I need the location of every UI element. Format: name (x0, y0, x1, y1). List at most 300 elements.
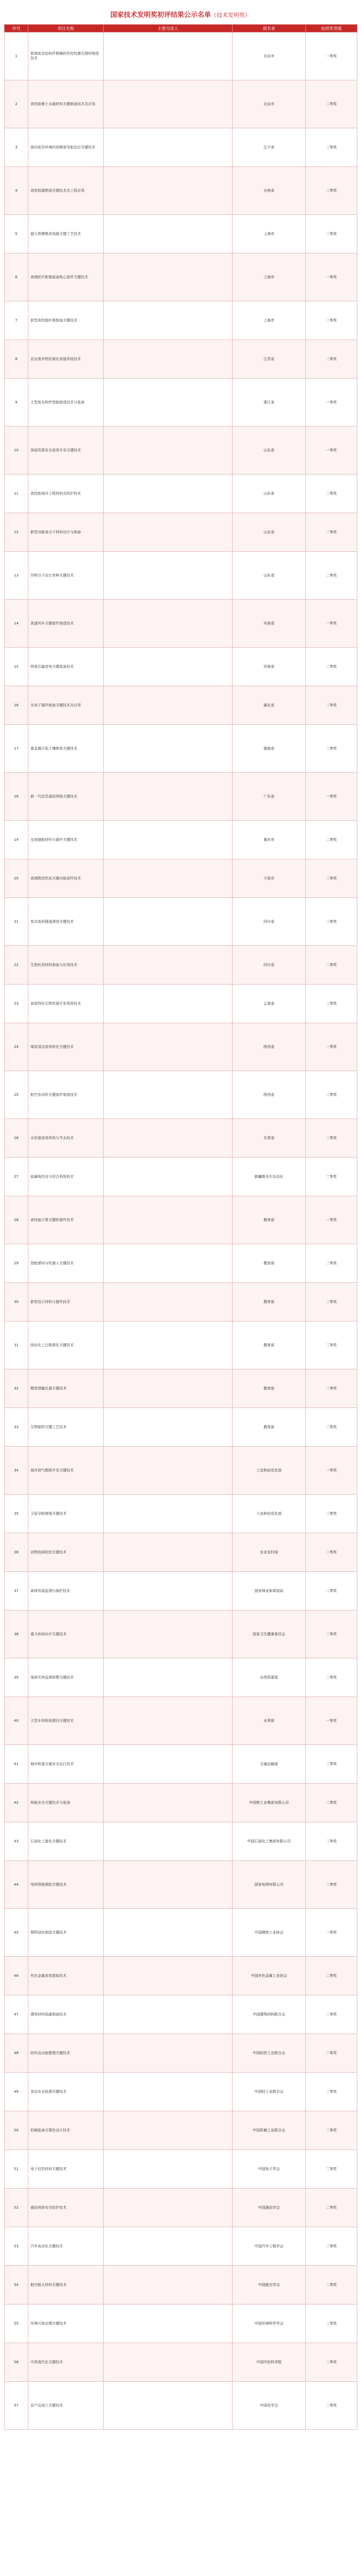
award-grade: 一等奖 (306, 427, 357, 474)
project-name: 深部资源安全高效开采关键技术 (28, 427, 104, 474)
award-grade: 二等奖 (306, 1822, 357, 1861)
main-contributors (104, 1196, 233, 1244)
nominator: 教育部 (233, 1369, 306, 1408)
project-name: 航空发动机关键部件制造技术 (28, 1071, 104, 1119)
table-row (5, 946, 357, 985)
award-grade: 二等奖 (306, 301, 357, 340)
nominator: 教育部 (233, 1244, 306, 1283)
row-number: 5 (5, 215, 28, 253)
main-contributors (104, 2150, 233, 2189)
table-row (5, 301, 357, 340)
award-grade: 二等奖 (306, 821, 357, 859)
nominator: 中国农学会 (233, 2382, 306, 2430)
project-name: 煤炭清洁高效转化关键技术 (28, 1023, 104, 1071)
award-grade: 二等奖 (306, 215, 357, 253)
row-number: 44 (5, 1861, 28, 1909)
row-number: 15 (5, 648, 28, 686)
nominator: 辽宁省 (233, 128, 306, 167)
main-contributors (104, 2343, 233, 2382)
award-grade: 二等奖 (306, 2382, 357, 2430)
table-row (5, 1321, 357, 1369)
nominator: 广东省 (233, 773, 306, 821)
award-grade: 二等奖 (306, 898, 357, 946)
table-row (5, 1119, 357, 1158)
table-row (5, 552, 357, 600)
table-row (5, 80, 357, 128)
table-row (5, 1784, 357, 1822)
project-name: 先进储能材料与器件关键技术 (28, 821, 104, 859)
nominator: 浙江省 (233, 379, 306, 427)
table-row (5, 2073, 357, 2111)
table-row (5, 1244, 357, 1283)
main-contributors (104, 2073, 233, 2111)
award-grade: 二等奖 (306, 1861, 357, 1909)
table-row (5, 1861, 357, 1909)
row-number: 51 (5, 2150, 28, 2189)
project-name: 新型功能高分子材料设计与制备 (28, 513, 104, 552)
row-number: 49 (5, 2073, 28, 2111)
award-grade: 二等奖 (306, 1995, 357, 2034)
award-grade: 二等奖 (306, 474, 357, 513)
main-contributors (104, 1244, 233, 1283)
nominator: 交通运输部 (233, 1745, 306, 1784)
award-grade: 二等奖 (306, 1283, 357, 1321)
row-number: 3 (5, 128, 28, 167)
row-number: 32 (5, 1369, 28, 1408)
main-contributors (104, 1369, 233, 1408)
main-contributors (104, 215, 233, 253)
row-number: 24 (5, 1023, 28, 1071)
table-row (5, 427, 357, 474)
table-row (5, 1071, 357, 1119)
main-contributors (104, 1321, 233, 1369)
award-grade: 二等奖 (306, 1495, 357, 1533)
nominator: 上海市 (233, 301, 306, 340)
row-number: 36 (5, 1533, 28, 1572)
project-name: 新型显示材料与器件技术 (28, 1283, 104, 1321)
nominator: 江苏省 (233, 340, 306, 379)
project-name: 海洋油气勘探开发关键技术 (28, 1447, 104, 1495)
row-number: 30 (5, 1283, 28, 1321)
main-contributors (104, 2189, 233, 2227)
row-number: 17 (5, 725, 28, 773)
nominator: 水利部 (233, 1697, 306, 1745)
main-contributors (104, 725, 233, 773)
table-row (5, 1023, 357, 1071)
main-contributors (104, 1697, 233, 1745)
main-contributors (104, 513, 233, 552)
table-row (5, 167, 357, 215)
header-main-contributors: 主要完成人 (104, 25, 233, 32)
row-number: 4 (5, 167, 28, 215)
table-row (5, 513, 357, 552)
table-row (5, 725, 357, 773)
main-contributors (104, 1909, 233, 1957)
project-name: 作物分子设计育种关键技术 (28, 552, 104, 600)
header-nominator: 提名者 (233, 25, 306, 32)
row-number: 19 (5, 821, 28, 859)
award-grade: 二等奖 (306, 552, 357, 600)
main-contributors (104, 474, 233, 513)
main-contributors (104, 2266, 233, 2304)
award-grade: 二等奖 (306, 2073, 357, 2111)
main-contributors (104, 1784, 233, 1822)
row-number: 10 (5, 427, 28, 474)
project-name: 城市轨道交通安全运行技术 (28, 1745, 104, 1784)
award-grade: 二等奖 (306, 648, 357, 686)
table-row (5, 648, 357, 686)
row-number: 31 (5, 1321, 28, 1369)
award-grade: 二等奖 (306, 2150, 357, 2189)
main-contributors (104, 600, 233, 648)
row-number: 55 (5, 2304, 28, 2343)
main-contributors (104, 985, 233, 1023)
table-row (5, 1447, 357, 1495)
row-number: 29 (5, 1244, 28, 1283)
project-name: 重金属污染土壤修复关键技术 (28, 725, 104, 773)
document-subtitle: （技术发明奖） (211, 12, 251, 19)
table-row (5, 1495, 357, 1533)
table-row (5, 1408, 357, 1447)
table-row (5, 2111, 357, 2150)
main-contributors (104, 80, 233, 128)
nominator: 上海市 (233, 215, 306, 253)
row-number: 13 (5, 552, 28, 600)
table-row (5, 1957, 357, 1995)
project-name: 航空航天材料关键技术 (28, 2266, 104, 2304)
nominator: 中国建筑材料联合会 (233, 1995, 306, 2034)
table-row (5, 2150, 357, 2189)
table-row (5, 985, 357, 1023)
table-row (5, 340, 357, 379)
award-grade: 二等奖 (306, 2227, 357, 2266)
main-contributors (104, 648, 233, 686)
row-number: 42 (5, 1784, 28, 1822)
table-row (5, 1611, 357, 1658)
nominator: 国家卫生健康委员会 (233, 1611, 306, 1658)
main-contributors (104, 2227, 233, 2266)
main-contributors (104, 1822, 233, 1861)
award-grade: 一等奖 (306, 1909, 357, 1957)
table-row (5, 1745, 357, 1784)
project-name: 盐碱地改良与综合利用技术 (28, 1158, 104, 1196)
row-number: 21 (5, 898, 28, 946)
table-row (5, 600, 357, 648)
project-name: 电网智能调控关键技术 (28, 1861, 104, 1909)
row-number: 41 (5, 1745, 28, 1784)
project-name: 地质灾害监测预警关键技术 (28, 1658, 104, 1697)
nominator: 农业农村部 (233, 1533, 306, 1572)
nominator: 国家林业和草原局 (233, 1572, 306, 1611)
project-name: 钢铁绿色制造关键技术 (28, 1909, 104, 1957)
row-number: 8 (5, 340, 28, 379)
project-name: 核能安全关键技术与装备 (28, 1784, 104, 1822)
table-row (5, 1909, 357, 1957)
main-contributors (104, 946, 233, 985)
row-number: 54 (5, 2266, 28, 2304)
nominator: 中国机械工业联合会 (233, 2111, 306, 2150)
nominator: 教育部 (233, 1283, 306, 1321)
nominator: 四川省 (233, 898, 306, 946)
award-grade: 二等奖 (306, 513, 357, 552)
project-name: 高效低碳燃烧关键技术及工程应用 (28, 167, 104, 215)
table-row (5, 898, 357, 946)
nominator: 中国钢铁工业协会 (233, 1909, 306, 1957)
table-row (5, 1995, 357, 2034)
row-number: 2 (5, 80, 28, 128)
award-grade: 二等奖 (306, 1572, 357, 1611)
main-contributors (104, 2034, 233, 2073)
table-row (5, 2227, 357, 2266)
main-contributors (104, 1745, 233, 1784)
main-contributors (104, 2382, 233, 2430)
table-body (5, 32, 357, 2430)
nominator: 自然资源部 (233, 1658, 306, 1697)
project-name: 通信网络安全防护技术 (28, 2189, 104, 2227)
table-row (5, 1158, 357, 1196)
project-name: 农产品加工关键技术 (28, 2382, 104, 2430)
main-contributors (104, 427, 233, 474)
nominator: 宁波市 (233, 859, 306, 898)
project-name: 建筑材料低碳制备技术 (28, 1995, 104, 2034)
main-contributors (104, 2111, 233, 2150)
row-number: 38 (5, 1611, 28, 1658)
table-row (5, 128, 357, 167)
nominator: 中国电子学会 (233, 2150, 306, 2189)
row-number: 27 (5, 1158, 28, 1196)
nominator: 国家电网有限公司 (233, 1861, 306, 1909)
project-name: 机械装备可靠性设计技术 (28, 2111, 104, 2150)
award-grade: 一等奖 (306, 253, 357, 301)
main-contributors (104, 1071, 233, 1119)
project-name: 农业废弃物资源化高值利用技术 (28, 340, 104, 379)
nominator: 教育部 (233, 1321, 306, 1369)
nominator: 山东省 (233, 513, 306, 552)
award-grade: 二等奖 (306, 859, 357, 898)
award-grade: 二等奖 (306, 1957, 357, 1995)
row-number: 12 (5, 513, 28, 552)
nominator: 陕西省 (233, 1023, 306, 1071)
project-name: 水资源高效利用与节水技术 (28, 1119, 104, 1158)
main-contributors (104, 1408, 233, 1447)
project-name: 高性能计算关键软硬件技术 (28, 1196, 104, 1244)
project-name: 食品安全检测关键技术 (28, 2073, 104, 2111)
project-name: 面向复杂环境的高精度导航定位关键技术 (28, 128, 104, 167)
table-row (5, 2304, 357, 2343)
nominator: 中国环境科学学会 (233, 2304, 306, 2343)
row-number: 48 (5, 2034, 28, 2073)
table-row (5, 1533, 357, 1572)
nominator: 中国中医科学院 (233, 2343, 306, 2382)
project-name: 超大规模集成电路关键工艺技术 (28, 215, 104, 253)
project-name: 有色金属高效提取技术 (28, 1957, 104, 1995)
nominator: 河南省 (233, 600, 306, 648)
row-number: 46 (5, 1957, 28, 1995)
award-grade: 二等奖 (306, 1611, 357, 1658)
row-number: 6 (5, 253, 28, 301)
nominator: 中国航空学会 (233, 2266, 306, 2304)
main-contributors (104, 128, 233, 167)
main-contributors (104, 859, 233, 898)
project-name: 高性能稀土永磁材料关键制备技术及应用 (28, 80, 104, 128)
project-name: 新型高性能纤维制备关键技术 (28, 301, 104, 340)
award-grade: 二等奖 (306, 1119, 357, 1158)
table-row (5, 686, 357, 725)
header-grade: 拟授奖等级 (306, 25, 357, 32)
table-row (5, 1822, 357, 1861)
main-contributors (104, 1658, 233, 1697)
award-grade: 二等奖 (306, 1745, 357, 1784)
award-grade: 二等奖 (306, 1369, 357, 1408)
nominator: 山东省 (233, 552, 306, 600)
main-contributors (104, 1861, 233, 1909)
award-grade: 二等奖 (306, 1321, 357, 1369)
project-name: 卫星导航增强关键技术 (28, 1495, 104, 1533)
nominator: 云南省 (233, 985, 306, 1023)
project-name: 汽车电动化关键技术 (28, 2227, 104, 2266)
table-header-row (5, 25, 357, 32)
nominator: 中国汽车工程学会 (233, 2227, 306, 2266)
project-name: 智能感知与机器人关键技术 (28, 1244, 104, 1283)
row-number: 20 (5, 859, 28, 898)
project-name: 极端复杂结构件精确控形控性激光增材制造技术 (28, 32, 104, 80)
project-name: 动物疫病防控关键技术 (28, 1533, 104, 1572)
row-number: 9 (5, 379, 28, 427)
main-contributors (104, 821, 233, 859)
row-number: 18 (5, 773, 28, 821)
award-grade: 一等奖 (306, 773, 357, 821)
nominator: 北京市 (233, 32, 306, 80)
table-row (5, 474, 357, 513)
award-grade: 二等奖 (306, 128, 357, 167)
row-number: 43 (5, 1822, 28, 1861)
nominator: 工业和信息化部 (233, 1495, 306, 1533)
nominator: 上海市 (233, 253, 306, 301)
project-name: 高端数控机床关键功能部件技术 (28, 859, 104, 898)
row-number: 52 (5, 2189, 28, 2227)
row-number: 23 (5, 985, 28, 1023)
row-number: 37 (5, 1572, 28, 1611)
nominator: 新疆维吾尔自治区 (233, 1158, 306, 1196)
row-number: 45 (5, 1909, 28, 1957)
table-row (5, 2382, 357, 2430)
row-number: 57 (5, 2382, 28, 2430)
row-number: 22 (5, 946, 28, 985)
row-number: 26 (5, 1119, 28, 1158)
main-contributors (104, 167, 233, 215)
row-number: 35 (5, 1495, 28, 1533)
project-name: 绿色化工过程强化关键技术 (28, 1321, 104, 1369)
table-row (5, 821, 357, 859)
nominator: 教育部 (233, 1196, 306, 1244)
row-number: 56 (5, 2343, 28, 2382)
project-name: 环境污染治理关键技术 (28, 2304, 104, 2343)
row-number: 14 (5, 600, 28, 648)
award-grade: 二等奖 (306, 686, 357, 725)
main-contributors (104, 1957, 233, 1995)
main-contributors (104, 1611, 233, 1658)
project-name: 生物医用材料制备与应用技术 (28, 946, 104, 985)
main-contributors (104, 1495, 233, 1533)
nominator: 中国轻工业联合会 (233, 2073, 306, 2111)
award-grade: 二等奖 (306, 2266, 357, 2304)
project-name: 光电子器件制备关键技术及应用 (28, 686, 104, 725)
row-number: 34 (5, 1447, 28, 1495)
row-number: 11 (5, 474, 28, 513)
main-contributors (104, 1283, 233, 1321)
table-row (5, 2266, 357, 2304)
header-project-name: 项目名称 (28, 25, 104, 32)
row-number: 50 (5, 2111, 28, 2150)
main-contributors (104, 1119, 233, 1158)
project-name: 重大疾病诊疗关键技术 (28, 1611, 104, 1658)
project-name: 石油化工催化关键技术 (28, 1822, 104, 1861)
nominator: 山东省 (233, 474, 306, 513)
header-no: 序号 (5, 25, 28, 32)
project-name: 高速列车关键部件制造技术 (28, 600, 104, 648)
award-grade: 二等奖 (306, 80, 357, 128)
main-contributors (104, 340, 233, 379)
table-row (5, 215, 357, 253)
table-row (5, 253, 357, 301)
table-row (5, 859, 357, 898)
main-contributors (104, 2304, 233, 2343)
row-number: 39 (5, 1658, 28, 1697)
award-grade: 一等奖 (306, 32, 357, 80)
award-grade: 二等奖 (306, 1244, 357, 1283)
table-row (5, 32, 357, 80)
award-grade: 一等奖 (306, 600, 357, 648)
project-name: 电子信息材料关键技术 (28, 2150, 104, 2189)
project-name: 特高压输变电关键装备技术 (28, 648, 104, 686)
row-number: 33 (5, 1408, 28, 1447)
project-name: 纺织品功能整理关键技术 (28, 2034, 104, 2073)
main-contributors (104, 552, 233, 600)
project-name: 复杂地质隧道建造关键技术 (28, 898, 104, 946)
nominator: 湖南省 (233, 725, 306, 773)
nominator: 四川省 (233, 946, 306, 985)
main-contributors (104, 1158, 233, 1196)
main-contributors (104, 1572, 233, 1611)
page-bottom-spacer (4, 2430, 357, 2450)
award-grade: 二等奖 (306, 167, 357, 215)
table-row (5, 379, 357, 427)
main-contributors (104, 301, 233, 340)
nominator: 中国有色金属工业协会 (233, 1957, 306, 1995)
row-number: 53 (5, 2227, 28, 2266)
table-row (5, 1572, 357, 1611)
row-number: 7 (5, 301, 28, 340)
award-grade: 一等奖 (306, 1196, 357, 1244)
award-grade: 二等奖 (306, 725, 357, 773)
project-name: 高性能海洋工程材料及防护技术 (28, 474, 104, 513)
award-grade: 一等奖 (306, 1447, 357, 1495)
table-row (5, 1283, 357, 1321)
award-grade: 一等奖 (306, 379, 357, 427)
main-contributors (104, 32, 233, 80)
award-grade: 二等奖 (306, 1408, 357, 1447)
project-name: 高原特色生物资源开发利用技术 (28, 985, 104, 1023)
main-contributors (104, 379, 233, 427)
row-number: 25 (5, 1071, 28, 1119)
main-contributors (104, 773, 233, 821)
nominator: 河南省 (233, 648, 306, 686)
table-row (5, 2034, 357, 2073)
nominator: 中国石油化工集团有限公司 (233, 1822, 306, 1861)
main-contributors (104, 898, 233, 946)
nominator: 甘肃省 (233, 1119, 306, 1158)
award-grade: 二等奖 (306, 2343, 357, 2382)
